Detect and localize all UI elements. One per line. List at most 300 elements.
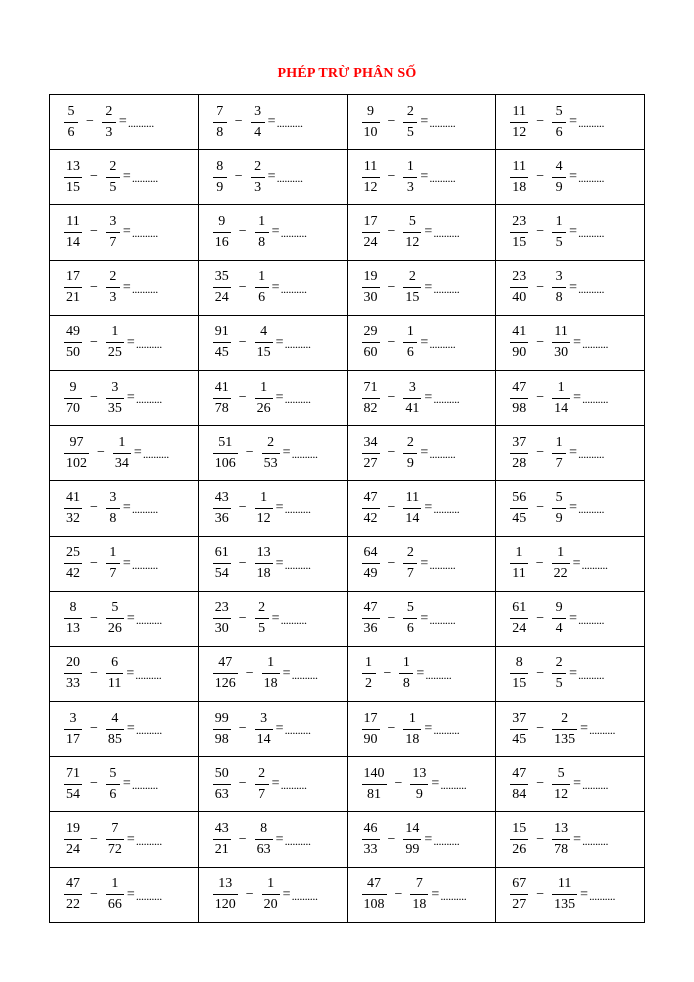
subtraction-expression [496, 436, 644, 471]
answer-blank[interactable]: .......... [135, 833, 162, 848]
numerator: 13 [255, 546, 273, 564]
minus-sign: − [536, 334, 545, 350]
minus-sign: − [536, 279, 545, 295]
numerator: 61 [213, 546, 231, 564]
denominator: 3 [109, 290, 117, 306]
answer-blank[interactable]: .......... [578, 667, 605, 682]
denominator: 12 [256, 510, 271, 526]
answer-blank[interactable]: .......... [578, 502, 605, 517]
numerator: 1 [362, 656, 376, 674]
denominator: 42 [66, 566, 80, 582]
denominator: 45 [214, 345, 229, 361]
answer-blank[interactable]: .......... [131, 502, 158, 517]
denominator: 126 [214, 676, 236, 692]
numerator: 2 [403, 105, 417, 123]
answer-blank[interactable]: .......... [276, 116, 303, 131]
minuend-fraction [213, 601, 231, 636]
subtraction-expression [50, 325, 198, 360]
denominator: 49 [363, 566, 378, 582]
numerator: 23 [510, 215, 528, 233]
subtraction-expression [496, 160, 644, 195]
minuend-fraction [362, 160, 380, 195]
denominator: 22 [553, 566, 568, 582]
numerator: 8 [255, 822, 273, 840]
subtrahend-fraction [403, 546, 417, 581]
denominator: 33 [363, 842, 378, 858]
denominator: 42 [363, 510, 378, 526]
answer-blank[interactable]: .......... [135, 667, 162, 682]
exercise-cell [496, 150, 645, 205]
subtraction-expression [348, 160, 496, 195]
equals-sign: = [275, 390, 284, 406]
subtrahend-fraction [262, 656, 280, 691]
equals-sign: = [420, 334, 429, 350]
exercise-cell [50, 757, 199, 812]
minus-sign: − [536, 665, 545, 681]
denominator: 14 [554, 400, 569, 416]
numerator: 11 [362, 160, 380, 178]
subtraction-expression [496, 877, 644, 912]
denominator: 28 [512, 455, 527, 471]
answer-blank[interactable]: .......... [589, 723, 616, 738]
minus-sign: − [238, 610, 247, 626]
denominator: 81 [367, 786, 381, 802]
answer-blank[interactable]: .......... [433, 502, 460, 517]
minus-sign: − [245, 445, 254, 461]
numerator: 1 [113, 436, 131, 454]
subtraction-expression [348, 325, 496, 360]
equals-sign: = [569, 445, 578, 461]
equals-sign: = [420, 445, 429, 461]
numerator: 15 [510, 822, 528, 840]
answer-blank[interactable]: .......... [433, 226, 460, 241]
answer-blank[interactable]: .......... [433, 723, 460, 738]
numerator: 1 [403, 325, 417, 343]
numerator: 17 [64, 270, 82, 288]
numerator: 2 [255, 767, 269, 785]
denominator: 45 [512, 731, 527, 747]
numerator: 8 [213, 160, 227, 178]
answer-blank[interactable]: .......... [127, 116, 154, 131]
equals-sign: = [431, 776, 440, 792]
exercise-cell [496, 867, 645, 922]
numerator: 3 [403, 381, 421, 399]
numerator: 2 [106, 160, 120, 178]
subtrahend-fraction [255, 767, 269, 802]
subtrahend-fraction [113, 436, 131, 471]
equals-sign: = [569, 224, 578, 240]
subtrahend-fraction [255, 601, 269, 636]
subtraction-expression [50, 712, 198, 747]
exercise-row [50, 646, 645, 701]
subtrahend-fraction [106, 767, 120, 802]
subtraction-expression [348, 712, 496, 747]
numerator: 11 [552, 325, 570, 343]
subtrahend-fraction [403, 712, 421, 747]
denominator: 70 [66, 400, 80, 416]
denominator: 90 [363, 731, 378, 747]
subtraction-expression [50, 656, 198, 691]
minuend-fraction [213, 712, 231, 747]
answer-blank[interactable]: .......... [578, 226, 605, 241]
denominator: 26 [107, 621, 122, 637]
exercise-cell [347, 867, 496, 922]
exercise-cell [496, 757, 645, 812]
numerator: 1 [262, 877, 280, 895]
numerator: 1 [255, 215, 269, 233]
minus-sign: − [536, 776, 545, 792]
exercise-cell [347, 591, 496, 646]
minus-sign: − [383, 665, 392, 681]
minuend-fraction [510, 767, 528, 802]
exercise-row [50, 260, 645, 315]
answer-blank[interactable]: .......... [131, 226, 158, 241]
exercise-cell [198, 95, 347, 150]
numerator: 47 [362, 491, 380, 509]
subtrahend-fraction [255, 381, 273, 416]
denominator: 12 [363, 179, 378, 195]
denominator: 3 [254, 179, 262, 195]
subtraction-expression [199, 877, 347, 912]
minuend-fraction [64, 160, 82, 195]
equals-sign: = [424, 390, 433, 406]
subtraction-expression [50, 822, 198, 857]
subtrahend-fraction [403, 215, 421, 250]
numerator: 2 [403, 546, 417, 564]
minuend-fraction [64, 381, 82, 416]
minus-sign: − [536, 114, 545, 130]
answer-blank[interactable]: .......... [582, 833, 609, 848]
exercise-cell [50, 702, 199, 757]
minus-sign: − [387, 169, 396, 185]
answer-blank[interactable]: .......... [280, 778, 307, 793]
answer-blank[interactable]: .......... [425, 667, 452, 682]
exercise-cell [496, 260, 645, 315]
exercise-cell [50, 315, 199, 370]
exercise-row [50, 536, 645, 591]
numerator: 11 [510, 160, 528, 178]
answer-blank[interactable]: .......... [589, 888, 616, 903]
numerator: 47 [362, 877, 387, 895]
subtrahend-fraction [106, 712, 124, 747]
denominator: 8 [402, 676, 410, 692]
numerator: 7 [106, 822, 124, 840]
equals-sign: = [267, 114, 276, 130]
subtraction-expression [50, 105, 198, 140]
denominator: 5 [109, 179, 117, 195]
numerator: 8 [64, 601, 82, 619]
numerator: 64 [362, 546, 380, 564]
numerator: 1 [552, 215, 566, 233]
answer-blank[interactable]: .......... [429, 336, 456, 351]
answer-blank[interactable]: .......... [284, 723, 311, 738]
equals-sign: = [282, 886, 291, 902]
subtraction-expression [348, 105, 496, 140]
exercise-cell [347, 646, 496, 701]
minus-sign: − [90, 886, 98, 902]
denominator: 6 [406, 621, 414, 637]
exercise-cell [50, 95, 199, 150]
exercise-cell [50, 205, 199, 260]
minus-sign: − [234, 169, 243, 185]
minuend-fraction [64, 325, 82, 360]
denominator: 24 [363, 234, 378, 250]
subtraction-expression [50, 601, 198, 636]
minus-sign: − [90, 721, 98, 737]
minuend-fraction [362, 822, 380, 857]
exercise-cell [347, 481, 496, 536]
answer-blank[interactable]: .......... [284, 557, 311, 572]
minuend-fraction [510, 601, 528, 636]
numerator: 2 [251, 160, 265, 178]
numerator: 4 [106, 712, 124, 730]
exercise-cell [50, 812, 199, 867]
answer-blank[interactable]: .......... [276, 171, 303, 186]
answer-blank[interactable]: .......... [131, 557, 158, 572]
subtrahend-fraction [410, 877, 428, 912]
minus-sign: − [387, 721, 396, 737]
equals-sign: = [126, 721, 135, 737]
denominator: 27 [363, 455, 378, 471]
denominator: 8 [555, 290, 563, 306]
exercise-cell [198, 150, 347, 205]
numerator: 41 [64, 491, 82, 509]
subtrahend-fraction [106, 381, 124, 416]
exercise-cell [198, 812, 347, 867]
minus-sign: − [394, 886, 403, 902]
answer-blank[interactable]: .......... [429, 557, 456, 572]
answer-blank[interactable]: .......... [135, 612, 162, 627]
minuend-fraction [510, 822, 528, 857]
equals-sign: = [573, 334, 582, 350]
numerator: 37 [510, 436, 528, 454]
subtrahend-fraction [552, 381, 570, 416]
subtrahend-fraction [552, 656, 566, 691]
exercise-cell [347, 260, 496, 315]
denominator: 15 [405, 290, 420, 306]
denominator: 9 [216, 179, 224, 195]
answer-blank[interactable]: .......... [135, 723, 162, 738]
exercise-cell [198, 646, 347, 701]
equals-sign: = [424, 831, 433, 847]
denominator: 63 [214, 786, 229, 802]
subtraction-expression [50, 381, 198, 416]
exercise-cell [50, 867, 199, 922]
minuend-fraction [362, 270, 380, 305]
minus-sign: − [387, 831, 396, 847]
subtraction-expression [50, 546, 198, 581]
minus-sign: − [90, 224, 98, 240]
numerator: 47 [510, 767, 528, 785]
answer-blank[interactable]: .......... [135, 888, 162, 903]
subtrahend-fraction [410, 767, 428, 802]
equals-sign: = [420, 610, 429, 626]
minuend-fraction [362, 601, 380, 636]
answer-blank[interactable]: .......... [433, 281, 460, 296]
answer-blank[interactable]: .......... [582, 392, 609, 407]
numerator: 5 [106, 767, 120, 785]
numerator: 43 [213, 822, 231, 840]
denominator: 7 [406, 566, 414, 582]
minus-sign: − [238, 555, 247, 571]
minuend-fraction [64, 546, 82, 581]
minuend-fraction [213, 215, 231, 250]
subtraction-expression [199, 215, 347, 250]
numerator: 1 [255, 491, 273, 509]
answer-blank[interactable]: .......... [280, 281, 307, 296]
minuend-fraction [510, 105, 528, 140]
answer-blank[interactable]: .......... [284, 392, 311, 407]
minuend-fraction [510, 546, 527, 581]
subtraction-expression [199, 822, 347, 857]
minuend-fraction [510, 215, 528, 250]
denominator: 26 [256, 400, 271, 416]
answer-blank[interactable]: .......... [131, 171, 158, 186]
minus-sign: − [90, 169, 98, 185]
subtrahend-fraction [255, 491, 273, 526]
denominator: 18 [405, 731, 420, 747]
answer-blank[interactable]: .......... [578, 612, 605, 627]
equals-sign: = [569, 610, 578, 626]
subtraction-expression [348, 546, 496, 581]
subtrahend-fraction [106, 822, 124, 857]
denominator: 9 [406, 455, 414, 471]
answer-blank[interactable]: .......... [291, 447, 318, 462]
denominator: 12 [554, 786, 569, 802]
exercise-row [50, 591, 645, 646]
answer-blank[interactable]: .......... [429, 612, 456, 627]
minus-sign: − [86, 114, 94, 130]
subtrahend-fraction [106, 877, 124, 912]
minus-sign: − [387, 610, 396, 626]
exercise-cell [496, 646, 645, 701]
exercise-cell [496, 481, 645, 536]
equals-sign: = [420, 555, 429, 571]
answer-blank[interactable]: .......... [440, 778, 467, 793]
numerator: 1 [106, 877, 124, 895]
answer-blank[interactable]: .......... [131, 778, 158, 793]
equals-sign: = [275, 555, 284, 571]
answer-blank[interactable]: .......... [284, 502, 311, 517]
answer-blank[interactable]: .......... [440, 888, 467, 903]
numerator: 35 [213, 270, 231, 288]
minus-sign: − [536, 831, 545, 847]
answer-blank[interactable]: .......... [291, 888, 318, 903]
answer-blank[interactable]: .......... [429, 116, 456, 131]
denominator: 3 [406, 179, 414, 195]
denominator: 14 [66, 234, 80, 250]
numerator: 61 [510, 601, 528, 619]
answer-blank[interactable]: .......... [284, 336, 311, 351]
answer-blank[interactable]: .......... [582, 778, 609, 793]
denominator: 11 [107, 676, 122, 692]
answer-blank[interactable]: .......... [429, 447, 456, 462]
answer-blank[interactable]: .......... [429, 171, 456, 186]
numerator: 47 [64, 877, 82, 895]
numerator: 56 [510, 491, 528, 509]
subtrahend-fraction [552, 160, 566, 195]
denominator: 36 [363, 621, 378, 637]
denominator: 18 [512, 179, 527, 195]
exercise-row [50, 867, 645, 922]
denominator: 16 [214, 234, 229, 250]
numerator: 51 [213, 436, 238, 454]
answer-blank[interactable]: .......... [135, 392, 162, 407]
minus-sign: − [90, 390, 98, 406]
equals-sign: = [569, 114, 578, 130]
answer-blank[interactable]: .......... [433, 392, 460, 407]
exercise-cell [50, 536, 199, 591]
answer-blank[interactable]: .......... [280, 226, 307, 241]
exercise-cell [198, 426, 347, 481]
equals-sign: = [282, 445, 291, 461]
equals-sign: = [271, 224, 280, 240]
numerator: 2 [255, 601, 269, 619]
numerator: 5 [552, 105, 566, 123]
exercise-cell [496, 95, 645, 150]
answer-blank[interactable]: .......... [131, 281, 158, 296]
answer-blank[interactable]: .......... [291, 667, 318, 682]
answer-blank[interactable]: .......... [578, 447, 605, 462]
exercise-row [50, 150, 645, 205]
equals-sign: = [572, 555, 581, 571]
answer-blank[interactable]: .......... [135, 336, 162, 351]
minuend-fraction [64, 712, 82, 747]
equals-sign: = [271, 610, 280, 626]
exercise-cell [347, 812, 496, 867]
subtraction-expression [199, 270, 347, 305]
equals-sign: = [122, 169, 131, 185]
answer-blank[interactable]: .......... [582, 336, 609, 351]
denominator: 8 [258, 234, 266, 250]
denominator: 15 [512, 676, 527, 692]
minus-sign: − [387, 390, 396, 406]
denominator: 6 [555, 124, 563, 140]
subtraction-expression [50, 160, 198, 195]
exercise-cell [198, 370, 347, 425]
answer-blank[interactable]: .......... [578, 171, 605, 186]
answer-blank[interactable]: .......... [433, 833, 460, 848]
denominator: 9 [555, 510, 563, 526]
answer-blank[interactable]: .......... [142, 447, 169, 462]
numerator: 41 [510, 325, 528, 343]
numerator: 3 [106, 215, 120, 233]
answer-blank[interactable]: .......... [578, 281, 605, 296]
subtrahend-fraction [403, 325, 417, 360]
exercise-row [50, 426, 645, 481]
equals-sign: = [580, 721, 589, 737]
denominator: 22 [66, 897, 80, 913]
denominator: 72 [107, 842, 122, 858]
subtraction-expression [348, 656, 496, 691]
denominator: 84 [512, 786, 527, 802]
numerator: 71 [362, 381, 380, 399]
answer-blank[interactable]: .......... [280, 612, 307, 627]
answer-blank[interactable]: .......... [284, 833, 311, 848]
numerator: 1 [399, 656, 413, 674]
subtrahend-fraction [552, 822, 570, 857]
exercise-cell [347, 205, 496, 260]
minus-sign: − [90, 831, 98, 847]
subtraction-expression [199, 712, 347, 747]
numerator: 9 [552, 601, 566, 619]
answer-blank[interactable]: .......... [581, 557, 608, 572]
subtrahend-fraction [251, 160, 265, 195]
answer-blank[interactable]: .......... [578, 116, 605, 131]
denominator: 7 [258, 786, 266, 802]
subtraction-expression [496, 215, 644, 250]
minus-sign: − [238, 721, 247, 737]
